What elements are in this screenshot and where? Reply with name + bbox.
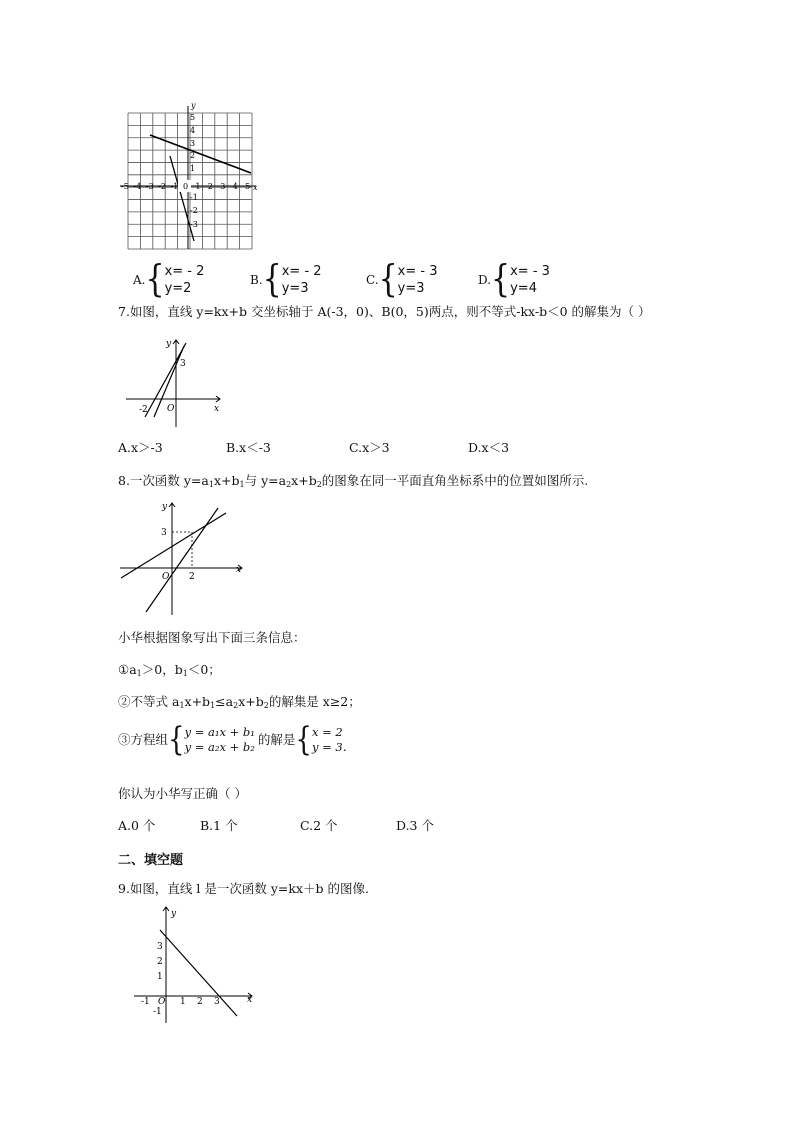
x-tick-label: -2 xyxy=(158,182,166,191)
q9-figure xyxy=(130,903,260,1025)
q8-figure xyxy=(118,500,246,618)
q6-option-b[interactable]: B. { x= - 2 y=3 xyxy=(250,257,322,302)
x-tick-label: -1 xyxy=(141,997,150,1007)
x-tick-label: -3 xyxy=(145,182,154,191)
y-tick-label: -1 xyxy=(153,1007,162,1017)
x-tick-label: -1 xyxy=(170,182,179,191)
eq-line-1: x= - 3 xyxy=(397,264,438,279)
system-eq-2: y = a₂x + b₂ xyxy=(184,740,255,754)
y-tick-label: 2 xyxy=(190,151,196,160)
line-1 xyxy=(146,508,218,612)
x-tick-label: 1 xyxy=(180,997,186,1007)
q7-option-b[interactable]: B.x＜-3 xyxy=(226,440,271,455)
q8-option-d[interactable]: D.3 个 xyxy=(396,818,434,833)
option-letter: D. xyxy=(478,273,492,287)
y-tick-label: 3 xyxy=(180,359,186,369)
eq-line-2: y=4 xyxy=(510,281,537,296)
q8-option-c[interactable]: C.2 个 xyxy=(300,818,338,833)
y-axis-label: y xyxy=(171,909,177,919)
x-tick-label: 2 xyxy=(197,997,203,1007)
q8-info-2: ②不等式 $a_1x+b_1\le a_2x+b_2$的解集是 x≥2； xyxy=(118,694,361,710)
q7-option-d[interactable]: D.x＜3 xyxy=(468,440,510,455)
x-tick-label: 1 xyxy=(195,182,201,191)
x-tick-label: -5 xyxy=(121,182,129,191)
x-tick-label: -2 xyxy=(139,405,148,415)
y-tick-label: 2 xyxy=(157,957,163,967)
x-tick-label: 5 xyxy=(245,182,251,191)
x-tick-label: 2 xyxy=(207,182,213,191)
x-tick-label: 3 xyxy=(214,997,220,1007)
q8-info-3: ③方程组 { y = a₁x + b₁ y = a₂x + b₂ 的解是 { x = 2 y = 3 . xyxy=(118,721,347,759)
y-tick-label: -1 xyxy=(190,193,198,202)
q9-stem: 9.如图，直线 l 是一次函数 y=kx＋b 的图像. xyxy=(118,881,369,896)
q8-option-a[interactable]: A.0 个 xyxy=(118,818,156,833)
system-eq-1: y = a₁x + b₁ xyxy=(184,725,255,739)
x-tick-label: 2 xyxy=(189,572,195,582)
y-tick-label: -2 xyxy=(190,206,198,215)
q6-option-a[interactable]: A. { x= - 2 y=2 xyxy=(133,257,205,302)
y-tick-label: 5 xyxy=(190,113,196,122)
option-letter: B. xyxy=(250,273,263,287)
solution-1: x = 2 xyxy=(311,725,343,739)
origin-label: O xyxy=(158,997,166,1007)
option-letter: C. xyxy=(366,273,379,287)
line-1 xyxy=(145,343,186,417)
y-tick-label: 1 xyxy=(190,164,196,173)
q6-grid-figure xyxy=(118,100,266,252)
solution-2: y = 3 xyxy=(311,740,343,754)
y-axis-label: y xyxy=(166,339,172,349)
y-tick-label: 3 xyxy=(190,139,196,148)
y-axis-label: y xyxy=(191,101,196,110)
origin-label: O xyxy=(167,404,175,414)
q7-option-a[interactable]: A.x＞-3 xyxy=(118,440,163,455)
y-tick-label: 1 xyxy=(157,972,163,982)
eq-line-2: y=2 xyxy=(164,281,192,296)
q7-figure xyxy=(120,337,230,429)
q6-option-d[interactable]: D. { x= - 3 y=4 xyxy=(478,257,550,302)
x-tick-label: -4 xyxy=(133,182,142,191)
x-axis-label: x xyxy=(253,183,258,192)
q7-stem: 7.如图，直线 y=kx+b 交坐标轴于 A(-3，0)、B(0，5)两点，则不等式-kx-b＜0 的解集为（ ） xyxy=(118,304,651,319)
eq-line-2: y=3 xyxy=(397,281,425,296)
eq-line-1: x= - 2 xyxy=(281,264,322,279)
x-tick-label: 0 xyxy=(183,182,189,191)
q8-info-1: $①a_1>0$，$b_1<0$； xyxy=(118,662,221,678)
y-tick-label: 3 xyxy=(157,942,163,952)
y-axis-label: y xyxy=(162,502,168,512)
y-tick-label: -3 xyxy=(190,220,198,229)
eq-line-2: y=3 xyxy=(281,281,309,296)
eq-line-1: x= - 2 xyxy=(164,264,205,279)
section-heading: 二、填空题 xyxy=(118,853,184,868)
x-axis-label: x xyxy=(214,404,220,414)
y-tick-label: 4 xyxy=(190,126,196,135)
eq-line-1: x= - 3 xyxy=(510,264,550,279)
y-tick-label: 3 xyxy=(161,528,167,538)
q8-option-b[interactable]: B.1 个 xyxy=(200,818,238,833)
q6-option-c[interactable]: C. { x= - 3 y=3 xyxy=(366,257,438,302)
origin-label: O xyxy=(162,572,170,582)
x-axis-label: x xyxy=(247,995,253,1005)
q8-question: 你认为小华写正确（ ） xyxy=(118,786,247,801)
x-tick-label: 3 xyxy=(220,182,226,191)
x-axis-label: x xyxy=(236,565,242,575)
x-tick-label: 4 xyxy=(232,182,238,191)
q8-stem: 8.一次函数 $y=a_1x+b_1$与 $y=a_2x+b_2$的图象在同一平面直角坐标系中的位置如图所示. xyxy=(118,473,589,489)
q7-option-c[interactable]: C.x＞3 xyxy=(349,440,390,455)
option-letter: A. xyxy=(133,273,146,287)
q8-intro: 小华根据图象写出下面三条信息： xyxy=(118,630,306,645)
